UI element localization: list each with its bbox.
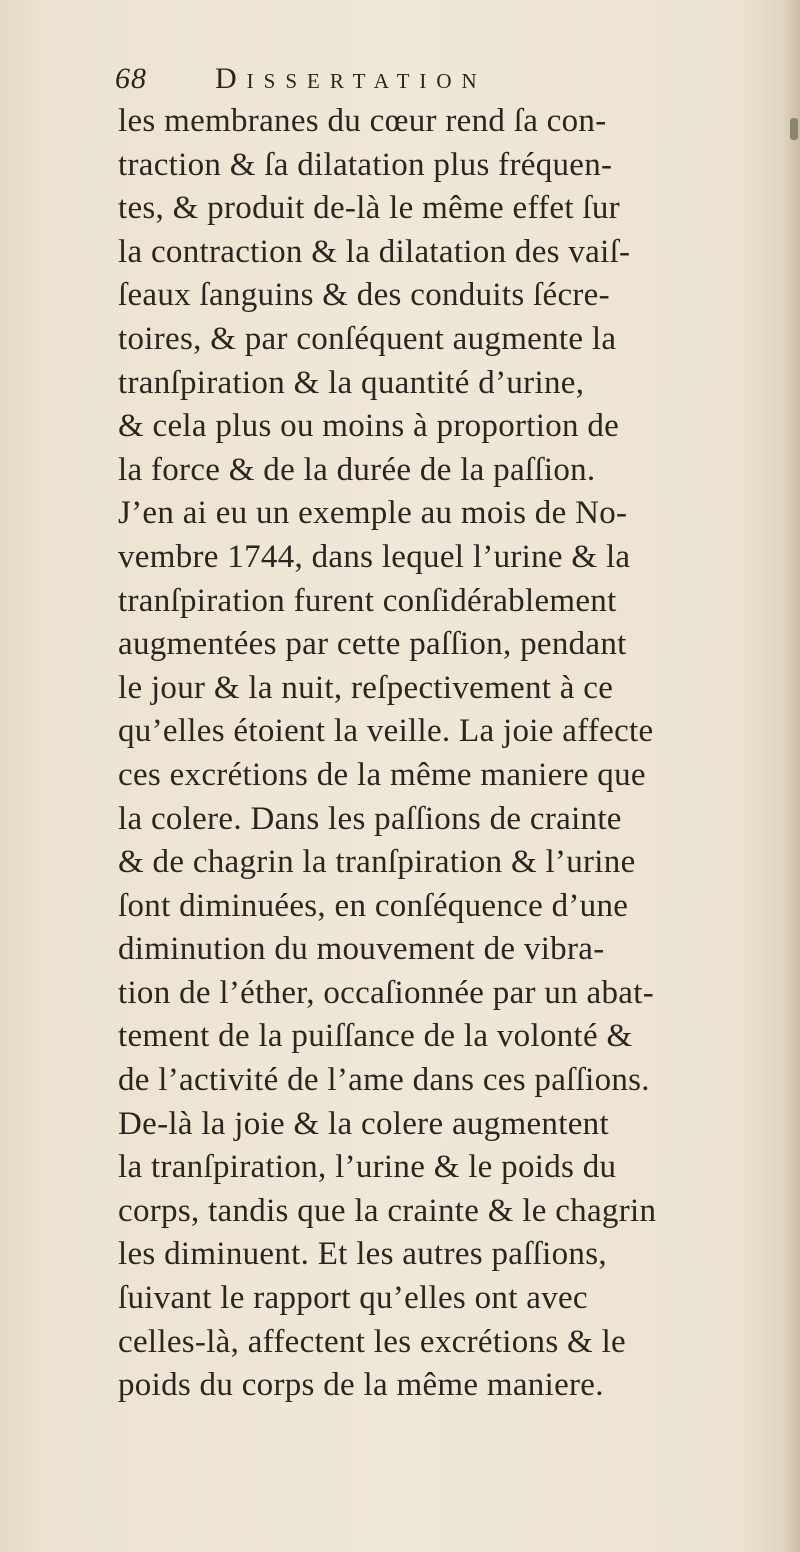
text-line: corps, tandis que la crainte & le chagrin	[118, 1192, 657, 1229]
text-line: le jour & la nuit, reſpectivement à ce	[118, 669, 614, 706]
text-line: les membranes du cœur rend ſa con-	[118, 103, 607, 139]
text-line: & de chagrin la tranſpiration & l’urine	[118, 844, 636, 881]
text-line: ces excrétions de la même maniere que	[118, 756, 646, 793]
text-line: ſont diminuées, en conſéquence d’une	[118, 887, 629, 924]
text-line: tes, & produit de-là le même effet ſur	[118, 190, 620, 227]
text-line: la contraction & la dilatation des vaiſ-	[118, 233, 631, 270]
text-line: de l’activité de l’ame dans ces paſſions.	[118, 1062, 650, 1099]
text-line: la force & de la durée de la paſſion.	[118, 451, 596, 488]
text-line: & cela plus ou moins à proportion de	[118, 408, 620, 445]
page-stain	[790, 118, 798, 140]
text-line: vembre 1744, dans lequel l’urine & la	[118, 538, 631, 575]
text-line: tion de l’éther, occaſionnée par un abat-	[118, 974, 654, 1011]
running-title: Dissertation	[215, 62, 487, 95]
body-text	[118, 100, 743, 1408]
text-line: tement de la puiſſance de la volonté &	[118, 1018, 633, 1055]
page-number: 68	[115, 62, 147, 95]
text-line: poids du corps de la même maniere.	[118, 1367, 604, 1404]
text-line: les diminuent. Et les autres paſſions,	[118, 1236, 607, 1273]
text-line: ſeaux ſanguins & des conduits ſécre-	[118, 277, 610, 314]
page-edge-shadow	[782, 0, 800, 1552]
text-line: qu’elles étoient la veille. La joie affecte	[118, 713, 654, 750]
page-header	[115, 62, 715, 102]
text-line: celles-là, affectent les excrétions & le	[118, 1323, 626, 1360]
text-line: diminution du mouvement de vibra-	[118, 931, 605, 968]
text-line: la colere. Dans les paſſions de crainte	[118, 800, 622, 837]
text-line: toires, & par conſéquent augmente la	[118, 320, 617, 357]
text-line: De-là la joie & la colere augmentent	[118, 1105, 609, 1142]
text-line: la tranſpiration, l’urine & le poids du	[118, 1149, 617, 1186]
text-line: ſuivant le rapport qu’elles ont avec	[118, 1280, 588, 1317]
text-line: J’en ai eu un exemple au mois de No-	[118, 495, 628, 532]
text-line: tranſpiration & la quantité d’urine,	[118, 364, 585, 401]
text-line: tranſpiration furent conſidérablement	[118, 582, 617, 619]
text-line: traction & ſa dilatation plus fréquen-	[118, 146, 613, 183]
text-line: augmentées par cette paſſion, pendant	[118, 626, 627, 663]
